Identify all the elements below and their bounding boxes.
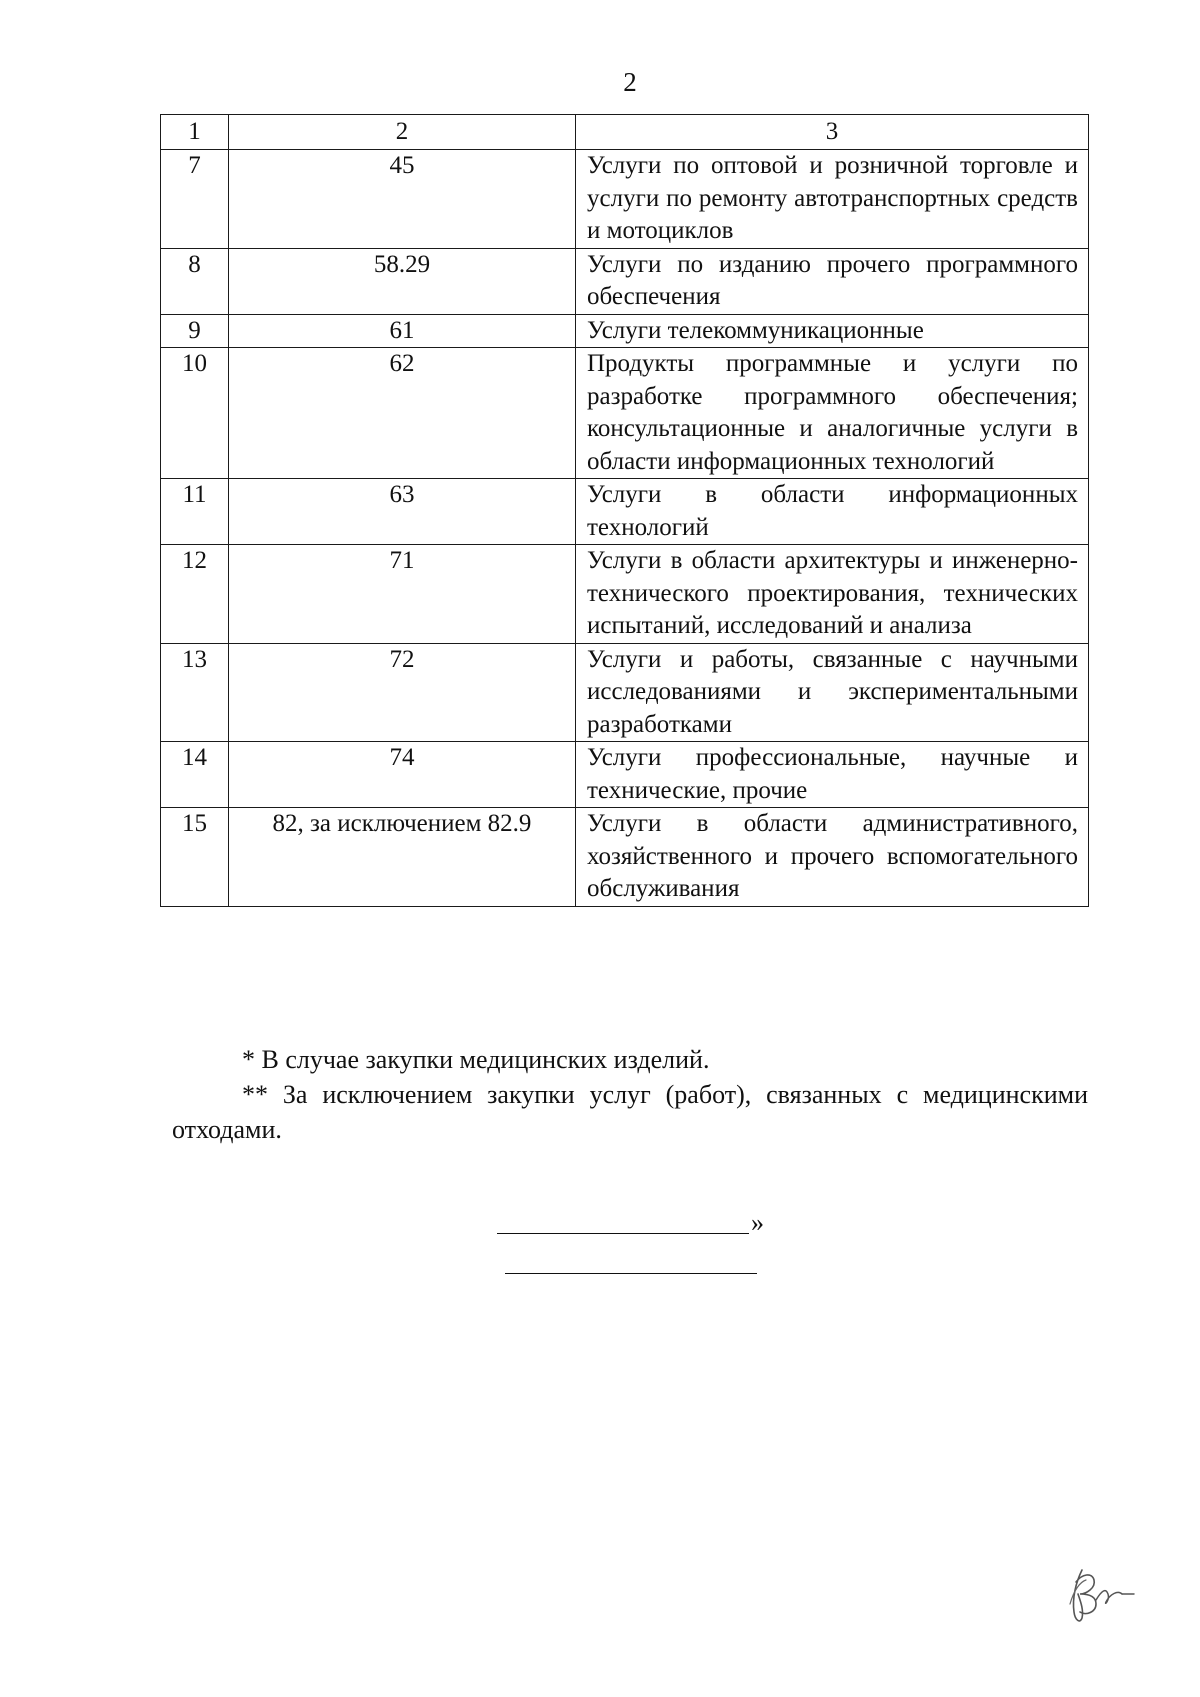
row-description: Услуги профессиональные, научные и технические, прочие bbox=[576, 742, 1089, 808]
table-row bbox=[161, 545, 1089, 644]
table-row bbox=[161, 643, 1089, 742]
table-row bbox=[161, 150, 1089, 249]
row-number: 11 bbox=[161, 479, 229, 545]
row-number: 7 bbox=[161, 150, 229, 249]
table-row bbox=[161, 742, 1089, 808]
table-row bbox=[161, 248, 1089, 314]
row-code: 61 bbox=[229, 314, 576, 348]
row-number: 9 bbox=[161, 314, 229, 348]
page-number: 2 bbox=[623, 67, 637, 97]
row-number: 15 bbox=[161, 808, 229, 907]
table-body bbox=[161, 115, 1089, 907]
closing-quote-mark: » bbox=[751, 1208, 764, 1237]
footnotes bbox=[172, 1042, 1088, 1147]
closing-rule-bottom bbox=[505, 1273, 757, 1274]
row-code: 82, за исключением 82.9 bbox=[229, 808, 576, 907]
row-description: Продукты программные и услуги по разработке программного обеспечения; консультационные и аналогичные услуги в области информационных технологий bbox=[576, 348, 1089, 479]
signature-icon bbox=[1062, 1560, 1142, 1632]
okpd-codes-table bbox=[160, 114, 1089, 907]
closing-rule-top bbox=[497, 1233, 749, 1234]
header-cell-number: 1 bbox=[161, 115, 229, 150]
row-number: 14 bbox=[161, 742, 229, 808]
row-description: Услуги в области информационных технологий bbox=[576, 479, 1089, 545]
row-number: 8 bbox=[161, 248, 229, 314]
row-description: Услуги и работы, связанные с научными исследованиями и экспериментальными разработками bbox=[576, 643, 1089, 742]
table-header-row bbox=[161, 115, 1089, 150]
footnote-medical-waste: ** За исключением закупки услуг (работ), связанных с медицинскими отходами. bbox=[172, 1080, 1088, 1144]
row-description: Услуги телекоммуникационные bbox=[576, 314, 1089, 348]
row-number: 13 bbox=[161, 643, 229, 742]
footnote-medical-devices: * В случае закупки медицинских изделий. bbox=[242, 1045, 710, 1074]
row-description: Услуги в области административного, хозяйственного и прочего вспомогательного обслуживания bbox=[576, 808, 1089, 907]
table-row bbox=[161, 314, 1089, 348]
table-row bbox=[161, 808, 1089, 907]
row-code: 62 bbox=[229, 348, 576, 479]
row-description: Услуги в области архитектуры и инженерно-технического проектирования, технических испытаний, исследований и анализа bbox=[576, 545, 1089, 644]
row-number: 12 bbox=[161, 545, 229, 644]
header-cell-code: 2 bbox=[229, 115, 576, 150]
row-description: Услуги по изданию прочего программного обеспечения bbox=[576, 248, 1089, 314]
row-code: 45 bbox=[229, 150, 576, 249]
row-code: 63 bbox=[229, 479, 576, 545]
row-code: 58.29 bbox=[229, 248, 576, 314]
row-code: 74 bbox=[229, 742, 576, 808]
table-row bbox=[161, 348, 1089, 479]
header-cell-description: 3 bbox=[576, 115, 1089, 150]
row-code: 72 bbox=[229, 643, 576, 742]
table-row bbox=[161, 479, 1089, 545]
row-code: 71 bbox=[229, 545, 576, 644]
row-number: 10 bbox=[161, 348, 229, 479]
row-description: Услуги по оптовой и розничной торговле и услуги по ремонту автотранспортных средств и мотоциклов bbox=[576, 150, 1089, 249]
closing-lines bbox=[497, 1208, 767, 1298]
